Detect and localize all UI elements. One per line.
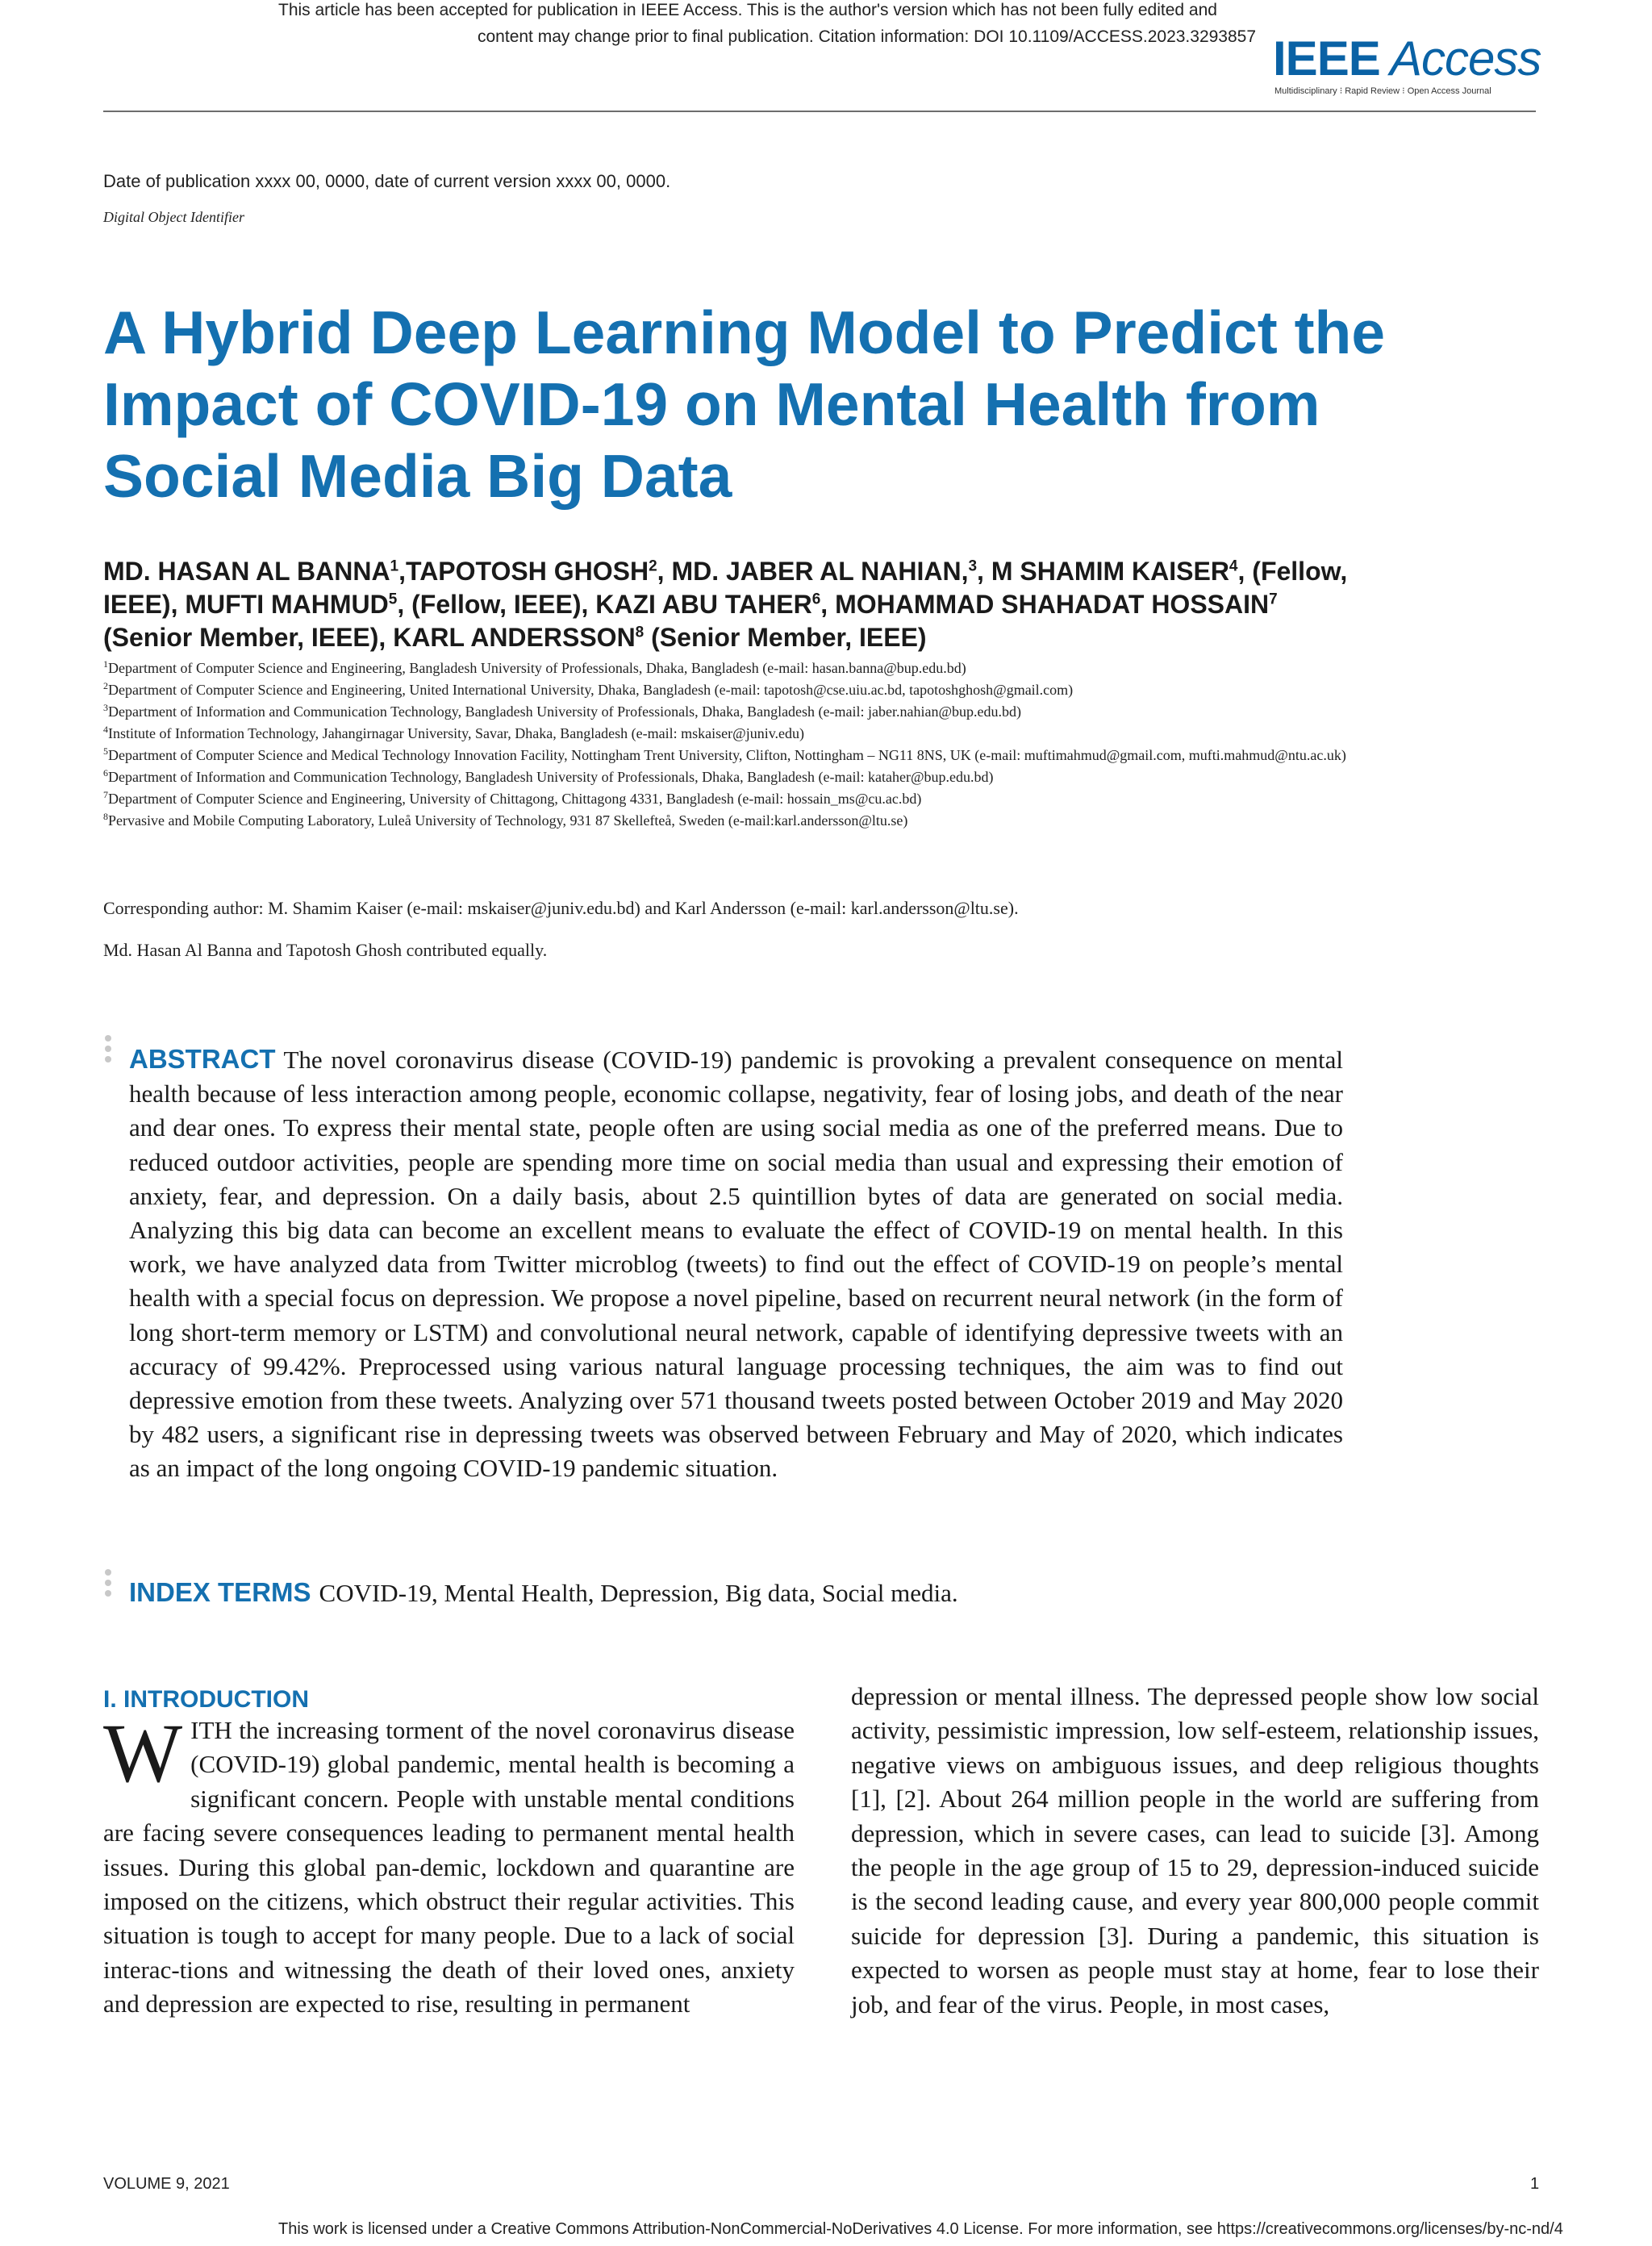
affiliation-number: 7 [103, 789, 108, 800]
affiliation-item [103, 745, 1362, 766]
affiliation-item [103, 723, 1362, 745]
affiliation-number: 5 [103, 745, 108, 757]
author-affiliation-number: 6 [811, 591, 821, 608]
ieee-access-logo [1273, 31, 1541, 98]
affiliation-text: Pervasive and Mobile Computing Laboratory, Luleå University of Technology, 931 87 Skellefteå, Sweden (e-mail:karl.andersson@ltu.se) [108, 812, 908, 829]
author-name: MD. HASAN AL BANNA [103, 557, 390, 586]
affiliation-item [103, 810, 1362, 832]
footer-license: This work is licensed under a Creative Commons Attribution-NonCommercial-NoDerivatives 4.0 License. For more information, see https://creativecommons.org/licenses/by-nc-nd/4 [278, 2220, 1563, 2238]
author-name: KAZI ABU TAHER [595, 590, 812, 619]
affiliation-text: Department of Computer Science and Engineering, United International University, Dhaka, Bangladesh (e-mail: tapotosh@cse.uiu.ac.bd, tapotoshghosh@gmail.com) [108, 682, 1074, 698]
author-suffix: , [657, 557, 672, 586]
abstract-marker-icon [105, 1035, 113, 1067]
abstract [129, 1042, 1343, 1486]
author-suffix: , [398, 557, 407, 586]
affiliation-number: 1 [103, 658, 108, 670]
author-affiliation-number: 1 [390, 557, 399, 575]
paper-title: A Hybrid Deep Learning Model to Predict the Impact of COVID-19 on Mental Health from Social Media Big Data [103, 298, 1386, 510]
affiliation-number: 2 [103, 680, 108, 691]
publication-date: Date of publication xxxx 00, 0000, date of current version xxxx 00, 0000. [103, 171, 671, 191]
author-name: MD. JABER AL NAHIAN, [671, 557, 969, 586]
author-suffix: (Senior Member, IEEE) [644, 623, 927, 652]
author-suffix: (Senior Member, IEEE), [103, 623, 394, 652]
author-affiliation-number: 7 [1269, 591, 1278, 608]
abstract-text: The novel coronavirus disease (COVID-19) pandemic is provoking a prevalent consequence on mental health because of less interaction among people, economic collapse, negativity, fear of losing jobs, and death of the near and dear ones. To express their mental state, people often are using social media as one of the preferred means. Due to reduced outdoor activities, people are spending more time on social media than usual and expressing their emotion of anxiety, fear, and depression. On a daily basis, about 2.5 quintillion bytes of data are generated on social media. Analyzing this big data can become an excellent means to evaluate the effect of COVID-19 on mental health. In this work, we have analyzed data from Twitter microblog (tweets) to find out the effect of COVID-19 on people’s mental health with a special focus on depression. We propose a novel pipeline, based on recurrent neural network (in the form of long short-term memory or LSTM) and convolutional neural network, capable of identifying depressive tweets with an accuracy of 99.42%. Preprocessed using various natural language processing techniques, the aim was to find out depressive emotion from these tweets. Analyzing over 571 thousand tweets posted between October 2019 and May 2020 by 482 users, a significant rise in depressing tweets was observed between February and May of 2020, which indicates as an impact of the long ongoing COVID-19 pandemic situation. [129, 1046, 1343, 1483]
affiliation-number: 4 [103, 724, 108, 735]
author-name: MUFTI MAHMUD [185, 590, 389, 619]
author-affiliation-number: 5 [388, 591, 398, 608]
index-terms-label: INDEX TERMS [129, 1577, 311, 1607]
introduction-left-column [103, 1707, 795, 2022]
affiliation-list [103, 658, 1362, 832]
section-heading-introduction: I. INTRODUCTION [103, 1686, 309, 1713]
author-suffix: , [977, 557, 991, 586]
drop-cap: W [103, 1707, 183, 1800]
affiliation-text: Department of Computer Science and Engineering, University of Chittagong, Chittagong 4331, Bangladesh (e-mail: hossain_ms@cu.ac.bd) [108, 791, 922, 807]
introduction-right-column [851, 1680, 1539, 2022]
footer-volume: VOLUME 9, 2021 [103, 2175, 230, 2193]
author-list [103, 555, 1362, 654]
affiliation-number: 3 [103, 702, 108, 713]
affiliation-item [103, 679, 1362, 701]
author-affiliation-number: 2 [649, 557, 657, 575]
affiliation-number: 6 [103, 767, 108, 779]
author-name: M SHAMIM KAISER [991, 557, 1229, 586]
affiliation-text: Department of Computer Science and Engineering, Bangladesh University of Professionals, Dhaka, Bangladesh (e-mail: hasan.banna@bup.edu.bd) [108, 660, 966, 676]
author-suffix: , [820, 590, 836, 619]
equal-contribution-note: Md. Hasan Al Banna and Tapotosh Ghosh contributed equally. [103, 940, 548, 960]
header-divider [103, 111, 1536, 112]
introduction-right-text: depression or mental illness. The depressed people show low social activity, pessimistic impression, low self-esteem, relationship issues, negative views on ambiguous issues, and deep religious thoughts [1], [2]. About 264 million people in the world are suffering from depression, which in severe cases, can lead to suicide [3]. Among the people in the age group of 15 to 29, depression-induced suicide is the second leading cause, and every year 800,000 people commit suicide for depression [3]. During a pandemic, this situation is expected to worsen as people must stay at home, fear to lose their job, and fear of the virus. People, in most cases, [851, 1682, 1539, 2018]
author-name: TAPOTOSH GHOSH [406, 557, 649, 586]
affiliation-item [103, 701, 1362, 723]
corresponding-author: Corresponding author: M. Shamim Kaiser (e-mail: mskaiser@juniv.edu.bd) and Karl Andersson (e-mail: karl.andersson@ltu.se). [103, 898, 1019, 918]
introduction-left-text: ITH the increasing torment of the novel coronavirus disease (COVID-19) global pandemic, mental health is becoming a significant concern. People with unstable mental conditions are facing severe consequences leading to permanent mental health issues. During this global pan-demic, lockdown and quarantine are imposed on the citizens, which obstruct their regular activities. This situation is tough to accept for many people. Due to a lack of social interac-tions and witnessing the death of their loved ones, anxiety and depression are expected to rise, resulting in permanent [103, 1716, 795, 2018]
notice-line-2: content may change prior to final publication. Citation information: DOI 10.1109/ACCESS.2023.3293857 [478, 27, 1257, 46]
author-name: KARL ANDERSSON [393, 623, 636, 652]
author-affiliation-number: 8 [635, 624, 645, 641]
footer-page-number: 1 [1530, 2175, 1540, 2193]
affiliation-text: Institute of Information Technology, Jahangirnagar University, Savar, Dhaka, Bangladesh (e-mail: mskaiser@juniv.edu) [108, 725, 805, 741]
affiliation-item [103, 788, 1362, 810]
affiliation-text: Department of Computer Science and Medical Technology Innovation Facility, Nottingham Trent University, Clifton, Nottingham – NG11 8NS, UK (e-mail: muftimahmud@gmail.com, mufti.mahmud@ntu.ac.uk) [108, 747, 1346, 763]
affiliation-item [103, 658, 1362, 679]
affiliation-item [103, 766, 1362, 788]
abstract-label: ABSTRACT [129, 1044, 276, 1074]
affiliation-text: Department of Information and Communication Technology, Bangladesh University of Professionals, Dhaka, Bangladesh (e-mail: jaber.nahian@bup.edu.bd) [108, 703, 1022, 720]
index-terms [129, 1577, 958, 1608]
logo-access-text: Access [1390, 31, 1541, 86]
author-name: MOHAMMAD SHAHADAT HOSSAIN [835, 590, 1270, 619]
affiliation-number: 8 [103, 811, 108, 822]
logo-ieee-text: IEEE [1273, 31, 1380, 86]
author-suffix: , (Fellow, IEEE), [103, 557, 1348, 619]
affiliation-text: Department of Information and Communication Technology, Bangladesh University of Professionals, Dhaka, Bangladesh (e-mail: kataher@bup.edu.bd) [108, 769, 994, 785]
logo-tagline: Multidisciplinary ⁝ Rapid Review ⁝ Open Access Journal [1274, 86, 1491, 96]
author-affiliation-number: 4 [1229, 557, 1238, 575]
index-terms-marker-icon [105, 1569, 113, 1601]
author-suffix: , (Fellow, IEEE), [397, 590, 596, 619]
author-affiliation-number: 3 [968, 557, 978, 575]
index-terms-text: COVID-19, Mental Health, Depression, Big data, Social media. [319, 1579, 958, 1607]
notice-line-1: This article has been accepted for publication in IEEE Access. This is the author's version which has not been fully edited and [278, 1, 1217, 19]
doi-label: Digital Object Identifier [103, 209, 244, 225]
